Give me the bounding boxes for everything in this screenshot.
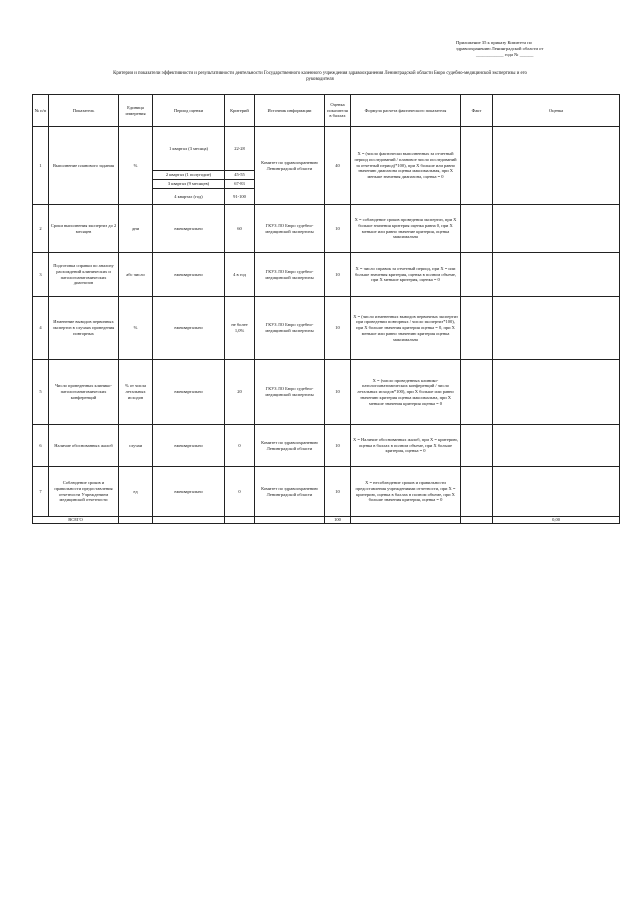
row-period: ежеквартально	[153, 425, 225, 467]
row-criterion: не более 1,0%	[225, 297, 255, 360]
row-fact	[461, 360, 493, 425]
row-formula: Х = число справок за отчетный период, при Х = или больше значения критерия, оценка в полном объеме, при Х меньше критерия, оценка = 0	[351, 253, 461, 297]
row-criterion: 0	[225, 467, 255, 517]
row-unit: ед	[119, 467, 153, 517]
row-score: 10	[325, 467, 351, 517]
row-source: ГКУЗ ЛО Бюро судебно-медицинской экспертизы	[255, 253, 325, 297]
row-num: 6	[33, 425, 49, 467]
table-row	[33, 205, 620, 253]
row-num: 3	[33, 253, 49, 297]
row-criterion: 91-100	[225, 189, 255, 205]
document-title-line-1: Критерии и показатели эффективности и результативности деятельности Государственного казенного учреждения здравоохранения Ленинградской области Бюро судебно-медицинской экспертизы и его	[113, 71, 527, 76]
row-period: ежеквартально	[153, 297, 225, 360]
row-unit: абс число	[119, 253, 153, 297]
row-rating	[493, 297, 620, 360]
row-criterion: 22-28	[225, 127, 255, 171]
row-formula: Х = (число измененных выводов первичных экспертиз при проведении повторных / число экспертиз*100), при Х больше значения критерия оценка = 0, при Х меньше или равно значению критерия оценка максимальна	[351, 297, 461, 360]
total-empty-source	[255, 517, 325, 524]
row-unit: %	[119, 127, 153, 205]
table-header-row	[33, 95, 620, 127]
table-row	[33, 297, 620, 360]
col-header-criterion: Критерий	[225, 95, 255, 127]
criteria-table	[32, 94, 620, 524]
row-source: ГКУЗ ЛО Бюро судебно-медицинской экспертизы	[255, 297, 325, 360]
row-indicator: Наличие обоснованных жалоб	[49, 425, 119, 467]
row-period: 4 квартал (год)	[153, 189, 225, 205]
row-rating	[493, 205, 620, 253]
row-fact	[461, 425, 493, 467]
col-header-unit: Единица измерения	[119, 95, 153, 127]
row-unit: %	[119, 297, 153, 360]
col-header-period: Период оценки	[153, 95, 225, 127]
total-label: ВСЕГО	[33, 517, 119, 524]
row-num: 5	[33, 360, 49, 425]
total-empty-criterion	[225, 517, 255, 524]
row-score: 40	[325, 127, 351, 205]
row-score: 10	[325, 360, 351, 425]
row-period: 1 квартал (3 месяца)	[153, 127, 225, 171]
row-period: ежеквартально	[153, 205, 225, 253]
document-title-line-2: руководителя	[306, 77, 334, 83]
row-formula: Х = соблюдение сроков проведения экспертиз, при Х больше значения критерия оценка равна 0, при Х меньше или равно значение критерия, оценка максимальна	[351, 205, 461, 253]
row-period: ежеквартально	[153, 467, 225, 517]
row-indicator: Изменение выводов первичных экспертиз в случаях проведения повторных	[49, 297, 119, 360]
row-rating	[493, 253, 620, 297]
row-indicator: Выполнение планового задания	[49, 127, 119, 205]
row-rating	[493, 360, 620, 425]
table-row	[33, 127, 620, 171]
row-fact	[461, 205, 493, 253]
col-header-num: № п/п	[33, 95, 49, 127]
row-formula: Х = (число фактически выполненных за отчетный период исследований / плановое число исследований за отчетный период)*100), при Х больше или равно значению диапазона оценка максимальная, при Х меньше значения диапазона, оценка = 0	[351, 127, 461, 205]
row-score: 10	[325, 205, 351, 253]
row-num: 1	[33, 127, 49, 205]
row-num: 4	[33, 297, 49, 360]
row-fact	[461, 253, 493, 297]
row-source: ГКУЗ ЛО Бюро судебно-медицинской экспертизы	[255, 205, 325, 253]
row-num: 7	[33, 467, 49, 517]
row-unit: случаи	[119, 425, 153, 467]
row-period: ежеквартально	[153, 360, 225, 425]
row-fact	[461, 467, 493, 517]
appendix-note-line-3: ____________ года № ______	[476, 52, 534, 58]
row-rating	[493, 425, 620, 467]
appendix-note	[456, 40, 606, 59]
row-criterion: 60	[225, 205, 255, 253]
row-rating	[493, 467, 620, 517]
row-source: ГКУЗ ЛО Бюро судебно-медицинской экспертизы	[255, 360, 325, 425]
appendix-note-line-1: Приложение 35 к приказу Комитета по	[456, 40, 532, 45]
total-rating: 0,00	[493, 517, 620, 524]
table-total-row	[33, 517, 620, 524]
row-unit: % от числа летальных исходов	[119, 360, 153, 425]
table-row	[33, 360, 620, 425]
row-fact	[461, 127, 493, 205]
row-criterion: 45-55	[225, 171, 255, 180]
col-header-score: Оценка показателя в баллах	[325, 95, 351, 127]
row-indicator: Сроки выполнения экспертиз до 2 месяцев	[49, 205, 119, 253]
row-source: Комитет по здравоохранению Ленинградской области	[255, 127, 325, 205]
col-header-rating: Оценка	[493, 95, 620, 127]
row-period: 3 квартал (9 месяцев)	[153, 180, 225, 189]
row-indicator: Соблюдение сроков и правильности предоставления отчетности Учреждением медицинской отчетности	[49, 467, 119, 517]
row-criterion: 67-83	[225, 180, 255, 189]
row-criterion: 20	[225, 360, 255, 425]
row-formula: Х = Наличие обоснованных жалоб, при Х = критерию, оценка в баллах в полном объеме, при Х больше критерия, оценка = 0	[351, 425, 461, 467]
row-score: 10	[325, 297, 351, 360]
row-fact	[461, 297, 493, 360]
row-criterion: 0	[225, 425, 255, 467]
total-empty-unit	[119, 517, 153, 524]
row-score: 10	[325, 425, 351, 467]
table-row	[33, 253, 620, 297]
total-empty-formula	[351, 517, 461, 524]
total-empty-fact	[461, 517, 493, 524]
row-formula: Х = несоблюдение сроков и правильности предоставления учреждениями отчетности, при Х = критерию, оценка в баллах в полном объеме, при Х больше значения критерия, оценка = 0	[351, 467, 461, 517]
appendix-note-line-2: здравоохранению Ленинградской области от	[456, 46, 544, 52]
row-indicator: Число проведенных клинико-патологоанатомических конференций	[49, 360, 119, 425]
row-rating	[493, 127, 620, 205]
document-title	[40, 71, 600, 84]
total-score: 100	[325, 517, 351, 524]
row-period: ежеквартально	[153, 253, 225, 297]
row-criterion: 4 в год	[225, 253, 255, 297]
table-row	[33, 425, 620, 467]
row-period: 2 квартал (1 полугодие)	[153, 171, 225, 180]
row-source: Комитет по здравоохранению Ленинградской области	[255, 425, 325, 467]
total-empty-period	[153, 517, 225, 524]
col-header-fact: Факт	[461, 95, 493, 127]
row-score: 10	[325, 253, 351, 297]
col-header-indicator: Показатель	[49, 95, 119, 127]
col-header-formula: Формула расчета фактического показателя	[351, 95, 461, 127]
col-header-source: Источник информации	[255, 95, 325, 127]
row-num: 2	[33, 205, 49, 253]
table-row	[33, 467, 620, 517]
row-indicator: Подготовка справки по анализу расхождений клинических и патологоанатомических диагнозов	[49, 253, 119, 297]
row-source: Комитет по здравоохранению Ленинградской области	[255, 467, 325, 517]
row-formula: Х = (число проведенных клинико-патологоанатомических конференций / число летальных исходов*100), при Х больше или равно значению критерия оценка максимальна, при Х меньше значения критерия оценка = 0	[351, 360, 461, 425]
row-unit: дни	[119, 205, 153, 253]
